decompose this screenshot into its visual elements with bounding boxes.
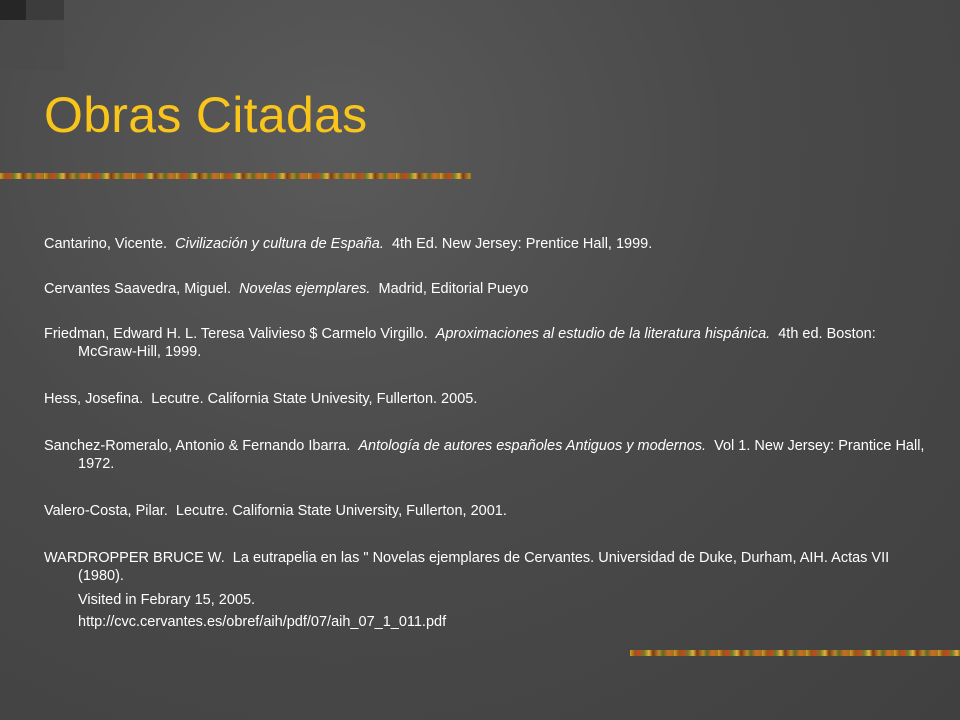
reference-url: http://cvc.cervantes.es/obref/aih/pdf/07/aih_07_1_011.pdf (78, 614, 447, 630)
reference-author: Sanchez-Romeralo, Antonio & Fernando Ibarra. (44, 438, 351, 454)
reference-author: Friedman, Edward H. L. Teresa Valivieso $ Carmelo Virgillo. (44, 326, 428, 342)
corner-decoration (0, 0, 26, 20)
reference-details: Madrid, Editorial Pueyo (378, 281, 529, 297)
reference-item (44, 502, 928, 520)
corner-decoration (26, 0, 64, 20)
reference-author: Hess, Josefina. (44, 391, 144, 407)
reference-author: Valero-Costa, Pilar. (44, 503, 168, 519)
reference-item (44, 235, 928, 253)
decorative-band-top (0, 173, 471, 179)
reference-title: Civilización y cultura de España. (175, 236, 384, 252)
reference-title: Aproximaciones al estudio de la literatura hispánica. (435, 326, 771, 342)
corner-decoration (0, 20, 64, 70)
reference-details: La eutrapelia en las " Novelas ejemplares de Cervantes. Universidad de Duke, Durham, AIH. Actas VII (1980). (78, 550, 890, 584)
decorative-band-bottom (630, 650, 960, 656)
reference-item (44, 437, 928, 473)
reference-item (44, 280, 928, 298)
reference-details: Vol 1. New Jersey: Prantice Hall, 1972. (78, 438, 925, 472)
reference-author: Cervantes Saavedra, Miguel. (44, 281, 231, 297)
reference-visited: Visited in Febrary 15, 2005. (78, 592, 256, 608)
reference-item (44, 390, 928, 408)
slide-title: Obras Citadas (44, 87, 368, 143)
reference-details: Lecutre. California State University, Fullerton, 2001. (175, 503, 507, 519)
reference-title: Antología de autores españoles Antiguos y modernos. (358, 438, 707, 454)
reference-title: Novelas ejemplares. (239, 281, 371, 297)
reference-item (44, 325, 928, 361)
reference-details: Lecutre. California State Univesity, Fullerton. 2005. (151, 391, 478, 407)
reference-author: Cantarino, Vicente. (44, 236, 168, 252)
reference-item (44, 549, 928, 585)
reference-details: 4th Ed. New Jersey: Prentice Hall, 1999. (391, 236, 653, 252)
reference-author: WARDROPPER BRUCE W. (44, 550, 225, 566)
reference-details: 4th ed. Boston: McGraw-Hill, 1999. (78, 326, 876, 360)
